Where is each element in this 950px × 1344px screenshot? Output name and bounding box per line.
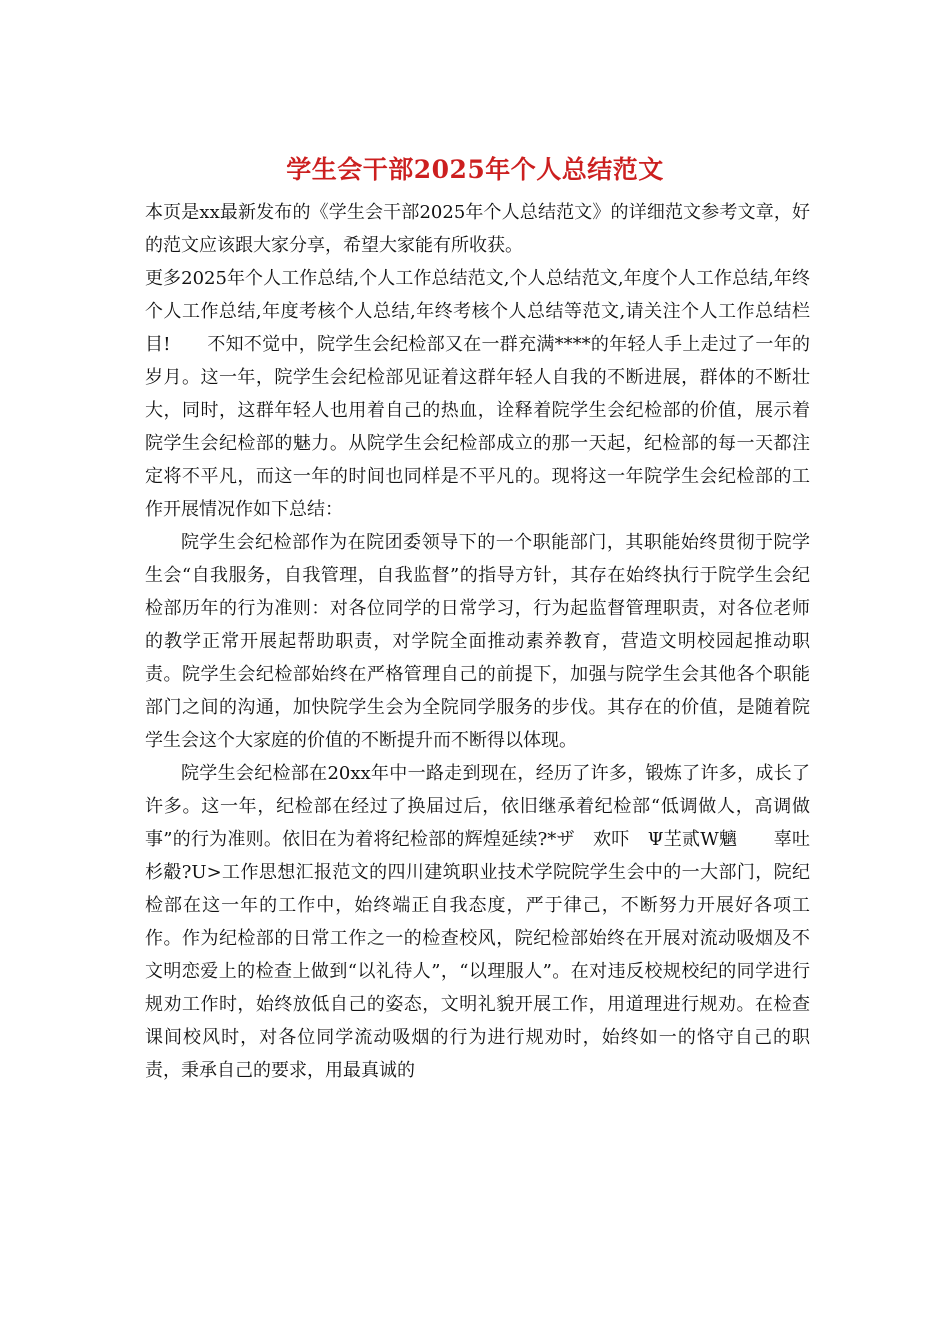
intro-paragraph: 本页是xx最新发布的《学生会干部2025年个人总结范文》的详细范文参考文章，好的范文应该跟大家分享，希望大家能有所收获。 [145,202,810,256]
body-paragraph-2: 院学生会纪检部在20xx年中一路走到现在，经历了许多，锻炼了许多，成长了许多。这一年，纪检部在经过了换届过后，依旧继承着纪检部“低调做人，高调做事”的行为准则。依旧在为着将纪检部的辉煌延续?*ザ 欢吓 Ψ芏贰W魑 辜吐杉觳?U>工作思想汇报范文的四川建筑职业技术学院院学生会中的一大部门，院纪检部在这一年的工作中，始终端正自我态度，严于律己，不断努力开展好各项工作。作为纪检部的日常工作之一的检查校风，院纪检部始终在开展对流动吸烟及不文明恋爱上的检查上做到“以礼待人”，“以理服人”。在对违反校规校纪的同学进行规劝工作时，始终放低自己的姿态，文明礼貌开展工作，用道理进行规劝。在检查课间校风时，对各位同学流动吸烟的行为进行规劝时，始终如一的恪守自己的职责，秉承自己的要求，用最真诚的 [145,763,810,1081]
related-links-paragraph: 更多2025年个人工作总结,个人工作总结范文,个人总结范文,年度个人工作总结,年终个人工作总结,年度考核个人总结,年终考核个人总结等范文,请关注个人工作总结栏目! 不知不觉中，院学生会纪检部又在一群充满****的年轻人手上走过了一年的岁月。这一年，院学生会纪检部见证着这群年轻人自我的不断进展，群体的不断壮大，同时，这群年轻人也用着自己的热血，诠释着院学生会纪检部的价值，展示着院学生会纪检部的魅力。从院学生会纪检部成立的那一天起，纪检部的每一天都注定将不平凡，而这一年的时间也同样是不平凡的。现将这一年院学生会纪检部的工作开展情况作如下总结： [145,268,810,520]
document-body [145,196,810,1087]
document-title: 学生会干部2025年个人总结范文 [286,155,664,184]
body-paragraph-1: 院学生会纪检部作为在院团委领导下的一个职能部门，其职能始终贯彻于院学生会“自我服务，自我管理，自我监督”的指导方针，其存在始终执行于院学生会纪检部历年的行为准则：对各位同学的日常学习，行为起监督管理职责，对各位老师的教学正常开展起帮助职责，对学院全面推动素养教育，营造文明校园起推动职责。院学生会纪检部始终在严格管理自己的前提下，加强与院学生会其他各个职能部门之间的沟通，加快院学生会为全院同学服务的步伐。其存在的价值，是随着院学生会这个大家庭的价值的不断提升而不断得以体现。 [145,532,810,751]
